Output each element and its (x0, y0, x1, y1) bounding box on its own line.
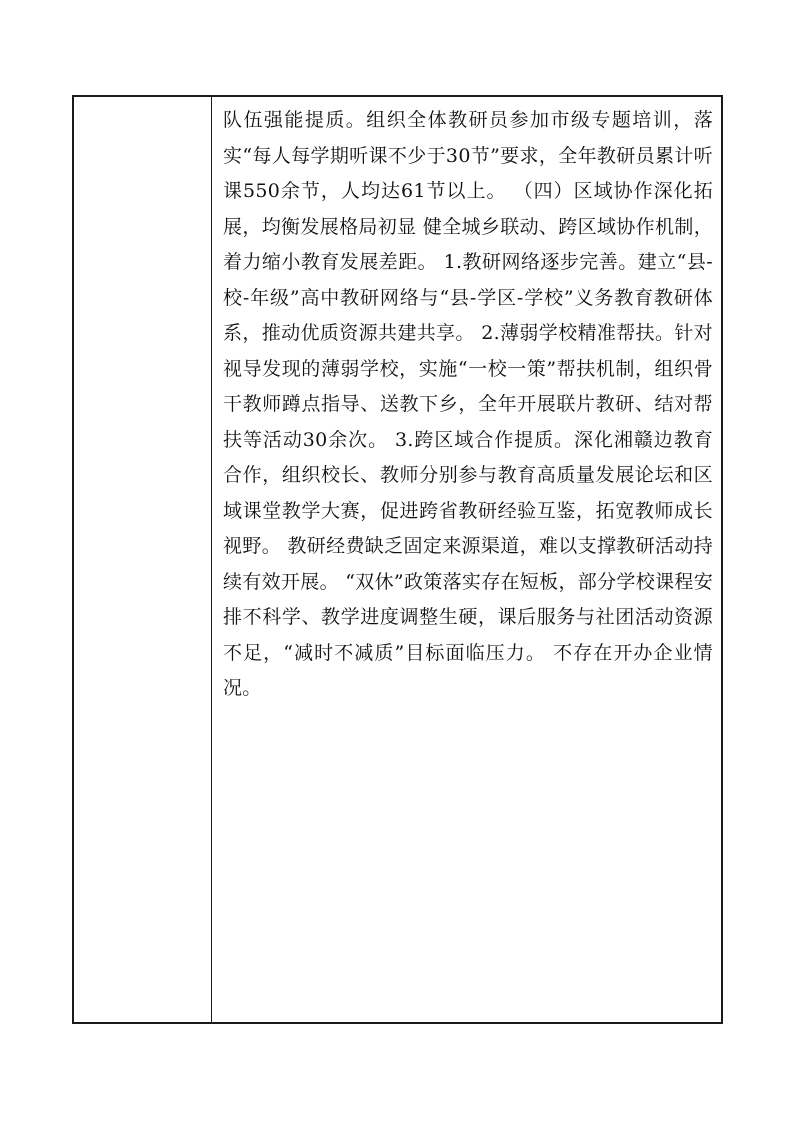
left-label-cell (74, 97, 211, 1022)
body-paragraph: 队伍强能提质。组织全体教研员参加市级专题培训，落实“每人每学期听课不少于30节”要求，全年教研员累计听课550余节，人均达61节以上。 （四）区域协作深化拓展，均衡发展格局初显 健全城乡联动、跨区域协作机制，着力缩小教育发展差距。 1.教研网络逐步完善。建立“县-校-年级”高中教研网络与“县-学区-学校”义务教育教研体系，推动优质资源共建共享。 2.薄弱学校精准帮扶。针对视导发现的薄弱学校，实施“一校一策”帮扶机制，组织骨干教师蹲点指导、送教下乡，全年开展联片教研、结对帮扶等活动30余次。 3.跨区域合作提质。深化湘赣边教育合作，组织校长、教师分别参与教育高质量发展论坛和区域课堂教学大赛，促进跨省教研经验互鉴，拓宽教师成长视野。 教研经费缺乏固定来源渠道，难以支撑教研活动持续有效开展。 “双休”政策落实存在短板，部分学校课程安排不科学、教学进度调整生硬，课后服务与社团活动资源不足，“减时不减质”目标面临压力。 不存在开办企业情况。 (223, 109, 713, 699)
column-divider (211, 95, 212, 1024)
content-cell (223, 103, 713, 1003)
